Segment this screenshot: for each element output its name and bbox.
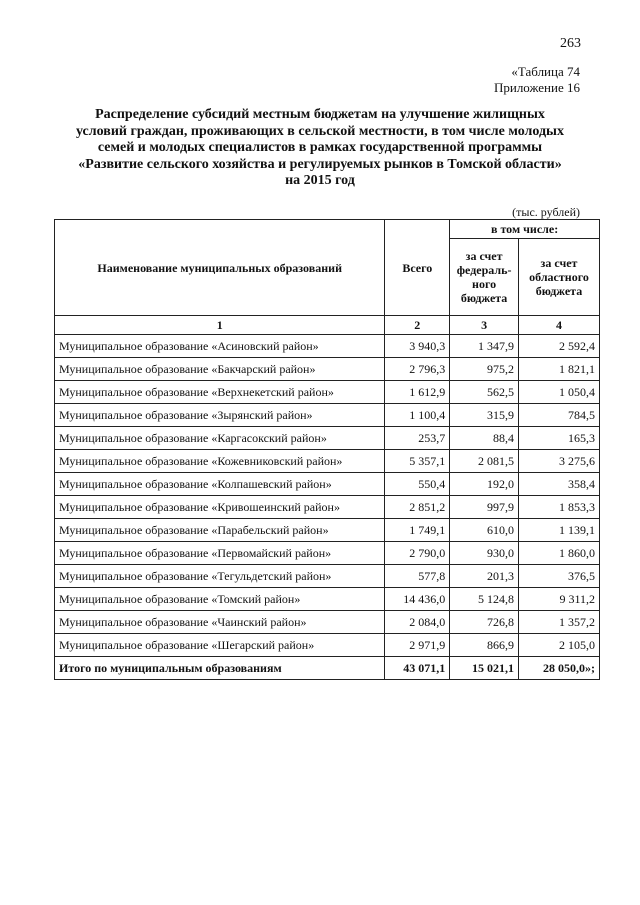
municipality-name: Муниципальное образование «Асиновский район»	[55, 335, 385, 358]
total-value: 2 796,3	[385, 358, 450, 381]
table-row	[55, 496, 600, 519]
header-total: Всего	[385, 220, 450, 316]
total-value: 5 357,1	[385, 450, 450, 473]
federal-value: 562,5	[450, 381, 519, 404]
municipality-name: Муниципальное образование «Кривошеинский район»	[55, 496, 385, 519]
table-row	[55, 565, 600, 588]
header-regional: за счет областного бюджета	[518, 239, 599, 316]
regional-value: 1 860,0	[518, 542, 599, 565]
regional-value: 9 311,2	[518, 588, 599, 611]
total-value: 2 790,0	[385, 542, 450, 565]
table-row	[55, 381, 600, 404]
municipality-name: Муниципальное образование «Чаинский район»	[55, 611, 385, 634]
page-number: 263	[560, 36, 581, 51]
municipality-name: Муниципальное образование «Первомайский район»	[55, 542, 385, 565]
total-value: 550,4	[385, 473, 450, 496]
table-row	[55, 473, 600, 496]
unit-note: (тыс. рублей)	[512, 205, 580, 219]
municipality-name: Муниципальное образование «Тегульдетский район»	[55, 565, 385, 588]
federal-value: 192,0	[450, 473, 519, 496]
total-value: 1 749,1	[385, 519, 450, 542]
total-row	[55, 657, 600, 680]
table-row	[55, 404, 600, 427]
federal-value: 997,9	[450, 496, 519, 519]
appendix-reference	[494, 64, 580, 96]
regional-value: 2 105,0	[518, 634, 599, 657]
regional-value: 1 139,1	[518, 519, 599, 542]
document-title: Распределение субсидий местным бюджетам на улучшение жилищных условий граждан, проживающих в сельской местности, в том числе молодых семей и молодых специалистов в рамках государственной программы «Развитие сельского хозяйства и регулируемых рынков в Томской области» на 2015 год	[75, 107, 564, 188]
total-value: 14 436,0	[385, 588, 450, 611]
table-row	[55, 634, 600, 657]
regional-value: 1 853,3	[518, 496, 599, 519]
federal-value: 975,2	[450, 358, 519, 381]
federal-value: 88,4	[450, 427, 519, 450]
federal-value: 5 124,8	[450, 588, 519, 611]
table-row	[55, 542, 600, 565]
total-value: 2 851,2	[385, 496, 450, 519]
regional-value: 358,4	[518, 473, 599, 496]
table-row	[55, 450, 600, 473]
regional-value: 376,5	[518, 565, 599, 588]
total-value: 2 971,9	[385, 634, 450, 657]
table-row	[55, 611, 600, 634]
municipality-name: Муниципальное образование «Парабельский район»	[55, 519, 385, 542]
total-value: 253,7	[385, 427, 450, 450]
total-value: 2 084,0	[385, 611, 450, 634]
header-name: Наименование муниципальных образований	[55, 220, 385, 316]
municipality-name: Муниципальное образование «Кожевниковский район»	[55, 450, 385, 473]
municipality-name: Муниципальное образование «Каргасокский район»	[55, 427, 385, 450]
municipality-name: Муниципальное образование «Бакчарский район»	[55, 358, 385, 381]
column-index: 3	[450, 316, 519, 335]
total-label: Итого по муниципальным образованиям	[55, 657, 385, 680]
federal-value: 726,8	[450, 611, 519, 634]
municipality-name: Муниципальное образование «Верхнекетский район»	[55, 381, 385, 404]
table-row	[55, 519, 600, 542]
total-value: 577,8	[385, 565, 450, 588]
federal-value: 930,0	[450, 542, 519, 565]
federal-value: 1 347,9	[450, 335, 519, 358]
municipality-name: Муниципальное образование «Томский район»	[55, 588, 385, 611]
regional-value: 3 275,6	[518, 450, 599, 473]
column-index: 2	[385, 316, 450, 335]
grand-regional-value: 28 050,0»;	[518, 657, 599, 680]
municipality-name: Муниципальное образование «Зырянский район»	[55, 404, 385, 427]
federal-value: 866,9	[450, 634, 519, 657]
municipality-name: Муниципальное образование «Колпашевский район»	[55, 473, 385, 496]
total-value: 1 100,4	[385, 404, 450, 427]
table-row	[55, 335, 600, 358]
federal-value: 315,9	[450, 404, 519, 427]
regional-value: 165,3	[518, 427, 599, 450]
federal-value: 201,3	[450, 565, 519, 588]
column-index: 4	[518, 316, 599, 335]
regional-value: 2 592,4	[518, 335, 599, 358]
header-including: в том числе:	[450, 220, 600, 239]
table-row	[55, 588, 600, 611]
header-federal: за счет федераль-ного бюджета	[450, 239, 519, 316]
municipality-name: Муниципальное образование «Шегарский район»	[55, 634, 385, 657]
subsidy-table	[54, 219, 600, 680]
federal-value: 610,0	[450, 519, 519, 542]
column-index: 1	[55, 316, 385, 335]
total-value: 1 612,9	[385, 381, 450, 404]
table-row	[55, 358, 600, 381]
appendix-label: Приложение 16	[493, 80, 580, 95]
regional-value: 784,5	[518, 404, 599, 427]
table-row	[55, 427, 600, 450]
regional-value: 1 050,4	[518, 381, 599, 404]
grand-federal-value: 15 021,1	[450, 657, 519, 680]
regional-value: 1 821,1	[518, 358, 599, 381]
table-reference: «Таблица 74	[511, 64, 580, 79]
total-value: 3 940,3	[385, 335, 450, 358]
regional-value: 1 357,2	[518, 611, 599, 634]
grand-total-value: 43 071,1	[385, 657, 450, 680]
federal-value: 2 081,5	[450, 450, 519, 473]
